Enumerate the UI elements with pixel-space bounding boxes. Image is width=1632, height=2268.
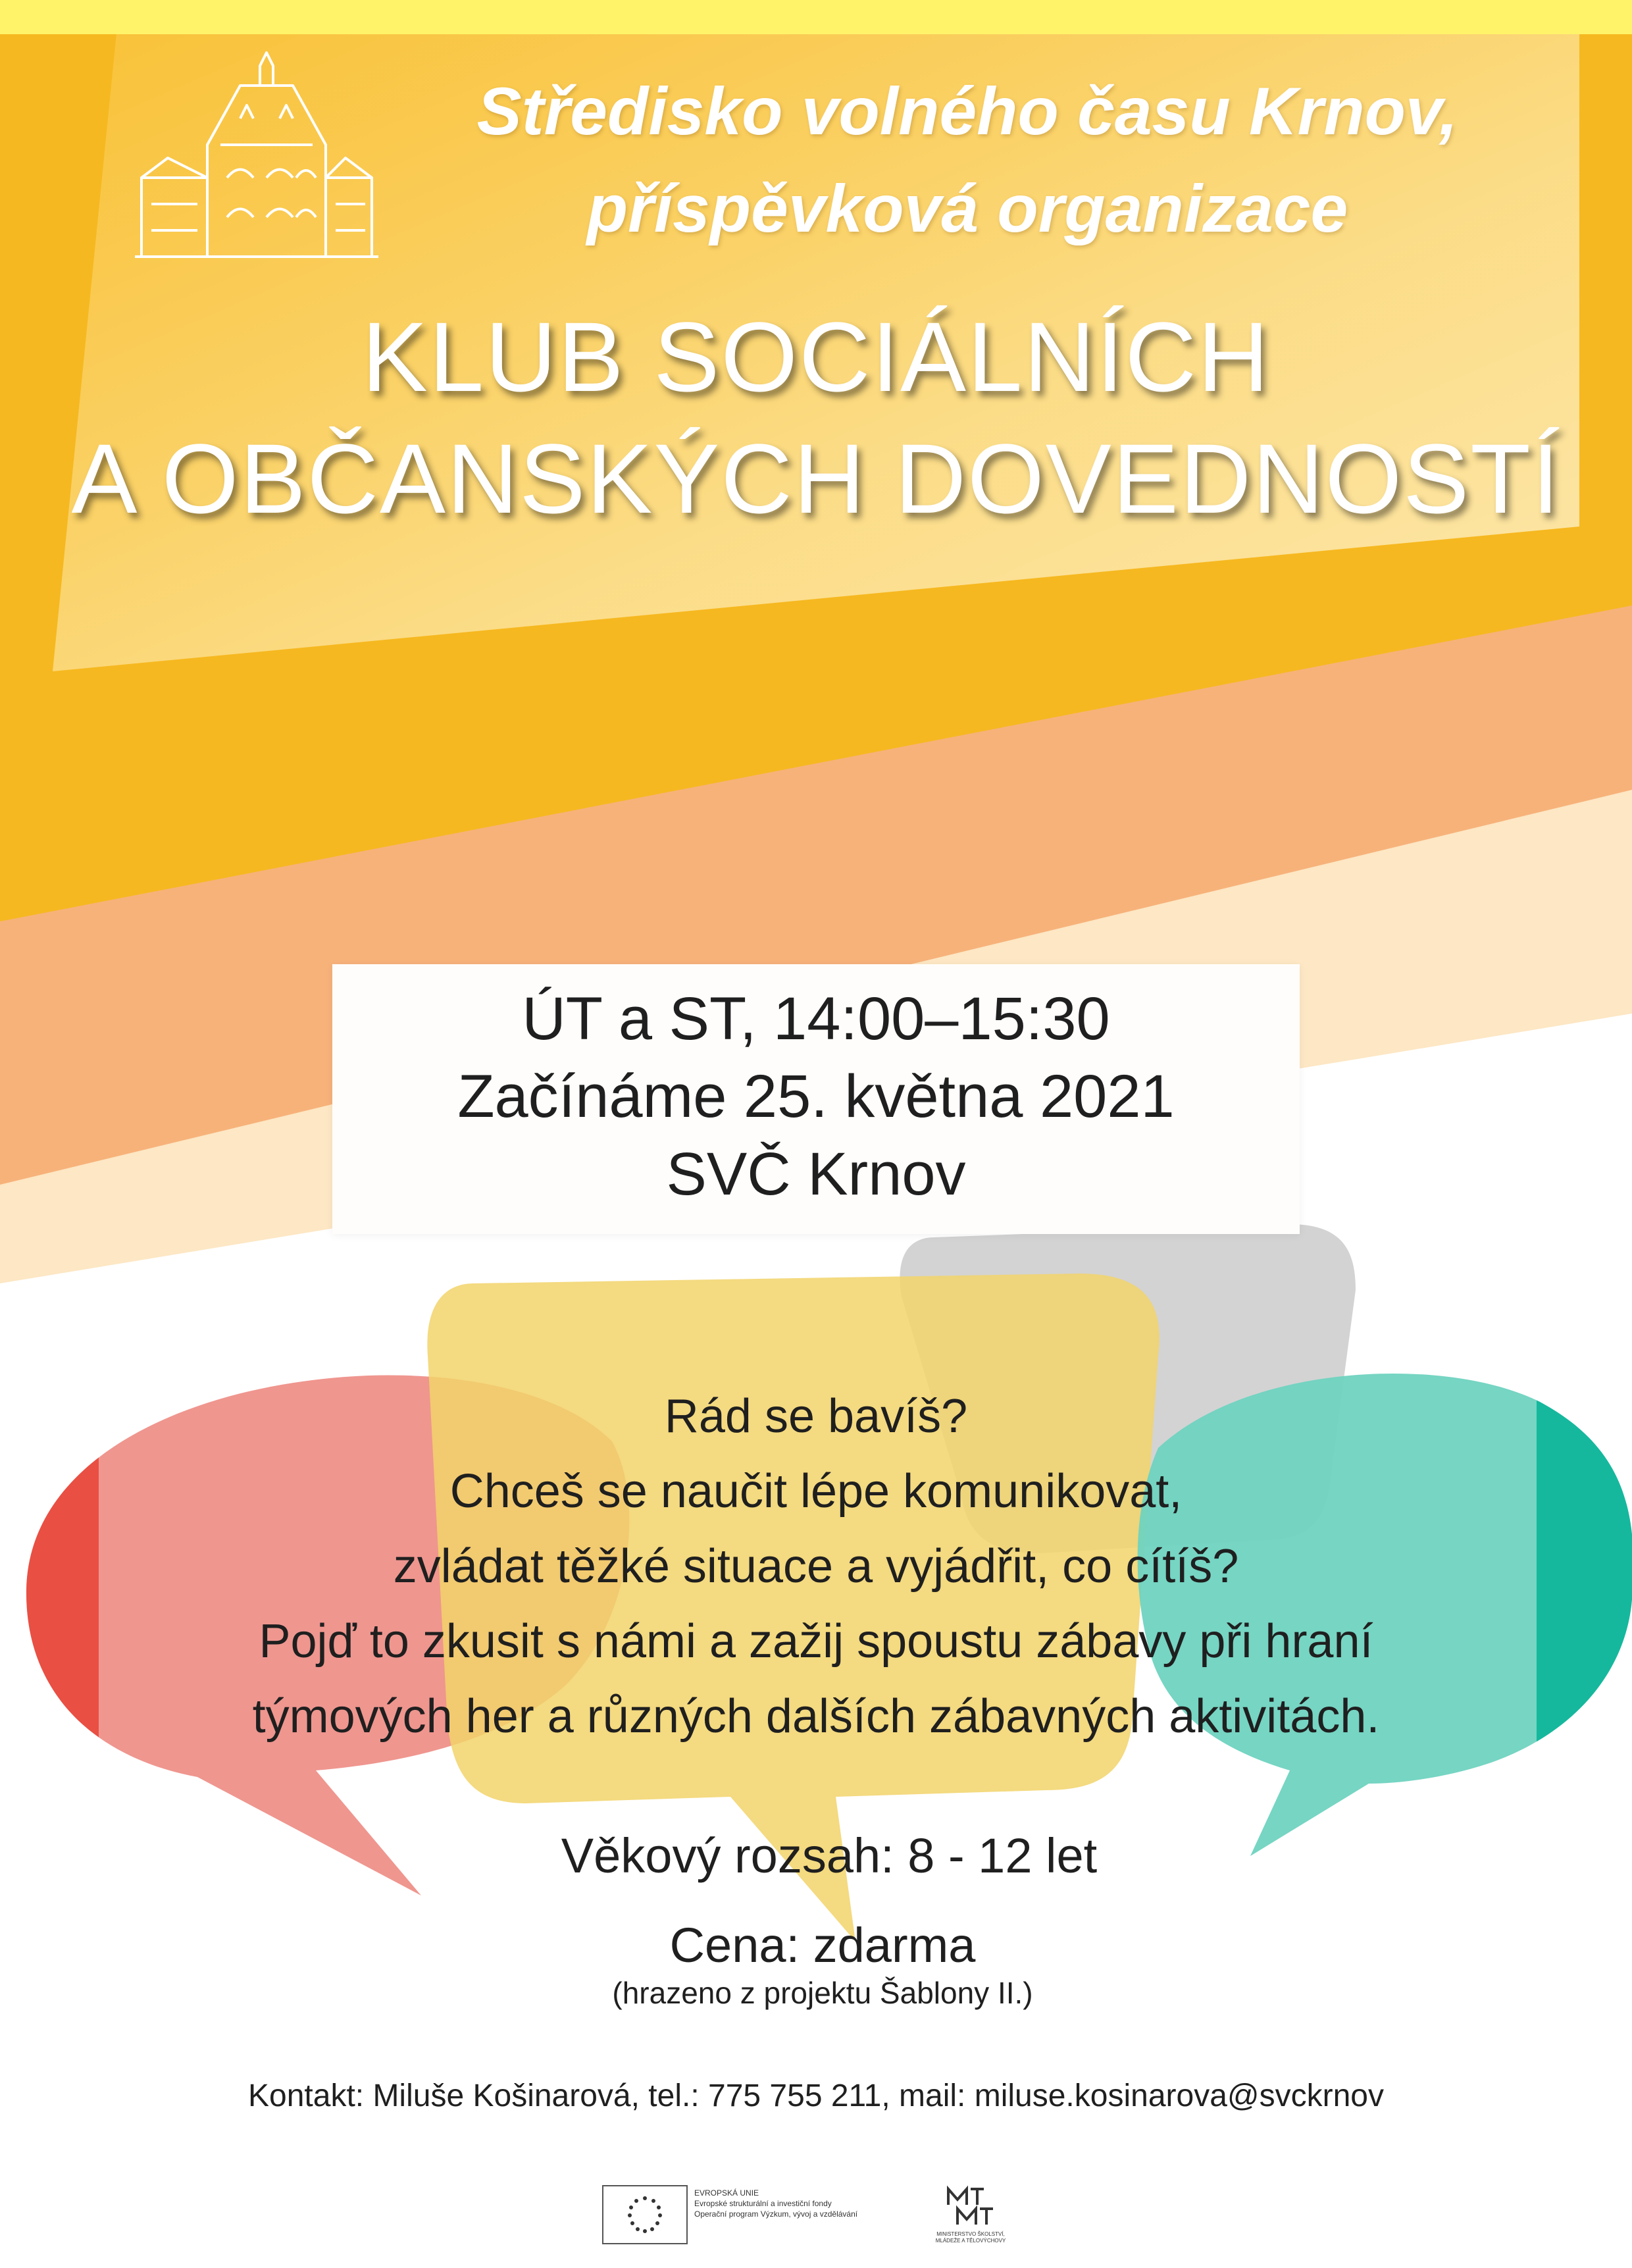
club-title-line-1: KLUB SOCIÁLNÍCH <box>361 301 1271 412</box>
pitch-line: týmových her a různých dalších zábavných aktivitách. <box>252 1690 1380 1743</box>
msmt-text-line: MLÁDEŽE A TĚLOVÝCHOVY <box>935 2238 1006 2244</box>
eu-flag-icon <box>602 2185 688 2244</box>
pitch-line: zvládat těžké situace a vyjádřit, co cítíš? <box>393 1540 1239 1593</box>
msmt-logo-icon <box>944 2185 997 2229</box>
eu-text-line: Evropské strukturální a investiční fondy <box>694 2199 832 2208</box>
schedule-start-date: Začínáme 25. května 2021 <box>457 1063 1175 1130</box>
schedule-box <box>332 964 1300 1234</box>
organization-line-1: Středisko volného času Krnov, <box>476 74 1458 149</box>
msmt-text-line: MINISTERSTVO ŠKOLSTVÍ, <box>936 2231 1005 2237</box>
eu-logo-text <box>694 2188 857 2219</box>
eu-text-line: EVROPSKÁ UNIE <box>694 2188 759 2198</box>
msmt-logo-text <box>918 2231 1023 2244</box>
price-note: (hrazeno z projektu Šablony II.) <box>612 1976 1033 2010</box>
club-title-line-2: A OBČANSKÝCH DOVEDNOSTÍ <box>71 423 1561 534</box>
price: Cena: zdarma <box>669 1918 976 1972</box>
organization-line-2: příspěvková organizace <box>586 171 1348 246</box>
schedule-days-time: ÚT a ST, 14:00–15:30 <box>522 985 1110 1052</box>
pitch-line: Chceš se naučit lépe komunikovat, <box>449 1465 1183 1518</box>
funding-logos <box>602 2185 1063 2251</box>
eu-text-line: Operační program Výzkum, vývoj a vzdělávání <box>694 2209 858 2219</box>
schedule-place: SVČ Krnov <box>666 1141 966 1208</box>
pitch-text <box>79 1379 1553 1754</box>
pitch-line: Pojď to zkusit s námi a zažij spoustu zábavy při hraní <box>259 1615 1373 1668</box>
contact-line: Kontakt: Miluše Košinarová, tel.: 775 755 211, mail: miluse.kosinarova@svckrnov <box>248 2078 1384 2113</box>
age-range: Věkový rozsah: 8 - 12 let <box>561 1828 1098 1883</box>
pitch-line: Rád se bavíš? <box>664 1390 968 1443</box>
